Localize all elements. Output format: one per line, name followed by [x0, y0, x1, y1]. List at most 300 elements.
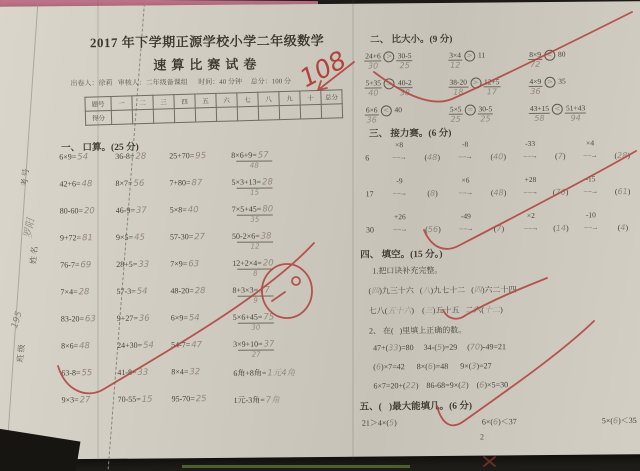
handwritten-answer: 48 — [427, 152, 438, 162]
handwritten-answer: 八 — [422, 285, 431, 296]
printed-arrow: – –→ — [584, 223, 598, 232]
exam-number-label: 考号 — [19, 165, 31, 187]
score-table-cell — [153, 109, 174, 124]
printed-operation: -33 — [525, 138, 536, 149]
oral-problem — [60, 206, 116, 234]
printed-expression: 4×9 — [529, 76, 542, 86]
printed-expression: 6×6 — [365, 105, 378, 115]
relay-row — [366, 210, 638, 241]
oral-problem — [116, 205, 170, 233]
oral-problem — [231, 177, 353, 205]
oral-problem — [117, 313, 171, 341]
handwritten-answer: 十二 — [484, 305, 501, 315]
section1-heading: 一、 口算。(25 分) — [61, 142, 139, 154]
name-label: 姓名 — [28, 243, 40, 265]
rhyme-line — [368, 284, 516, 296]
printed-text: )-49=21 — [480, 342, 506, 352]
handwritten-symbol: = — [467, 105, 474, 114]
printed-expression: 6角+8角= — [233, 368, 267, 378]
handwritten-answer: 63 — [84, 314, 96, 325]
oral-problem — [116, 286, 170, 314]
handwritten-answer: 7角 — [265, 395, 280, 406]
handwritten-answer: 三 — [424, 305, 433, 315]
printed-paren: ) — [435, 188, 438, 198]
handwritten-answer: 48 — [79, 341, 90, 352]
printed-paren: ( — [493, 224, 497, 234]
handwritten-answer: 6 — [427, 361, 434, 371]
printed-paren: ( — [552, 187, 556, 197]
printed-start-number: 17 — [365, 189, 374, 199]
printed-text: 47+( — [373, 343, 389, 353]
comparison-circle — [464, 105, 475, 116]
printed-paren: ) — [625, 223, 629, 233]
printed-paren: ( — [617, 223, 621, 233]
handwritten-answer: 5 — [388, 418, 395, 428]
handwritten-answer: 6 — [375, 362, 382, 372]
handwritten-work: 25 — [450, 114, 461, 124]
section5-items — [362, 415, 637, 429]
comparison-problem — [529, 103, 640, 131]
score-table-cell: 七 — [237, 92, 258, 107]
printed-start-number: 30 — [365, 225, 374, 235]
oral-problem — [61, 368, 117, 396]
printed-paren: ( — [490, 188, 494, 198]
handwritten-answer: 6 — [479, 380, 485, 390]
comparison-circle — [464, 51, 475, 62]
comparison-left — [449, 105, 463, 124]
printed-operation: +26 — [393, 212, 406, 222]
oral-problem — [61, 314, 117, 342]
score-table-cell: 十 — [300, 90, 321, 105]
printed-expression: 5+35 — [365, 78, 382, 88]
oral-problem — [231, 150, 353, 178]
oral-problem — [232, 258, 354, 286]
printed-expression: 12+5 — [483, 77, 500, 87]
handwritten-answer: 45 — [133, 232, 145, 243]
handwritten-answer: 40 — [493, 152, 504, 162]
comparison-left — [364, 51, 382, 70]
printed-operation: -49 — [460, 211, 471, 221]
handwritten-answer: 69 — [80, 260, 92, 271]
comparison-problem — [528, 76, 640, 104]
printed-expression: 9×5= — [115, 232, 134, 242]
printed-paren: ) — [501, 224, 505, 234]
printed-expression: 63-8= — [61, 368, 81, 378]
handwritten-answer: 87 — [191, 178, 203, 189]
handwritten-symbol: > — [386, 52, 393, 61]
exam-title-line2: 速算比赛试卷 — [153, 56, 262, 73]
handwritten-work: 9 — [238, 295, 274, 304]
oral-problem — [232, 231, 354, 259]
printed-text: )=48 9×( — [432, 361, 472, 371]
printed-text: )九三十六 ( — [379, 286, 423, 296]
handwritten-work: 8 — [237, 268, 273, 277]
printed-paren: ( — [614, 151, 618, 161]
printed-text: )=27 — [476, 361, 492, 371]
relay-value — [548, 188, 574, 203]
handwritten-work: 25 — [480, 114, 491, 124]
handwritten-answer: 8 — [430, 188, 436, 198]
printed-expression: 54-7= — [171, 340, 191, 350]
printed-expression: 9×3= — [61, 395, 79, 405]
oral-problem — [62, 395, 118, 423]
handwritten-work: 27 — [238, 349, 274, 358]
relay-value — [548, 224, 574, 239]
handwritten-work: 40 — [368, 88, 379, 98]
printed-expression: 7×9= — [170, 259, 188, 269]
printed-expression: 57-30= — [169, 232, 194, 242]
printed-arrow: – –→ — [523, 151, 538, 161]
handwritten-work: 30 — [367, 61, 379, 71]
printed-arrow: – –→ — [392, 153, 407, 162]
oral-problem — [118, 394, 172, 422]
handwritten-answer: 28 — [617, 151, 628, 161]
score-table-cell: 总分 — [321, 90, 342, 105]
handwritten-answer: 4 — [620, 223, 626, 233]
printed-paren: ) — [627, 187, 631, 197]
handwritten-answer: 54 — [188, 313, 200, 324]
printed-arrow: – –→ — [393, 225, 407, 234]
printed-text: ) — [500, 305, 503, 315]
printed-expression: 8×4= — [171, 367, 189, 377]
printed-text: )=29 ( — [442, 342, 470, 352]
max-fill-item — [482, 416, 517, 427]
score-table-cell — [300, 104, 321, 119]
score-table-cell: 得分 — [85, 110, 111, 125]
fill-row — [373, 361, 491, 371]
handwritten-symbol: > — [546, 77, 553, 86]
relay-value — [608, 187, 638, 202]
oral-problem — [170, 286, 232, 314]
handwritten-answer: 37 — [263, 339, 275, 350]
comparison-right — [397, 51, 413, 70]
handwritten-answer: 五十六 — [387, 306, 412, 316]
oral-problem — [232, 285, 354, 313]
oral-problem — [59, 152, 115, 180]
printed-text: )九七十二 ( — [430, 285, 474, 295]
handwritten-answer: 1元4角 — [267, 368, 296, 379]
handwritten-work: 58 — [534, 113, 545, 123]
printed-paren: ( — [553, 223, 556, 233]
printed-text: 七八( — [368, 306, 388, 316]
printed-expression: 51+43 — [565, 103, 586, 113]
printed-expression: 48-20= — [170, 286, 194, 296]
printed-expression: 6×9= — [170, 313, 188, 323]
printed-expression: 83-20= — [60, 314, 85, 324]
printed-text: 6×( — [481, 417, 494, 427]
oral-problem — [117, 367, 171, 395]
handwritten-work: 36 — [530, 86, 541, 96]
printed-expression: 38-20 — [449, 77, 468, 87]
handwritten-answer: 25 — [195, 394, 207, 405]
handwritten-answer: 81 — [81, 233, 93, 244]
oral-problem — [171, 313, 233, 341]
printed-operation: -9 — [396, 176, 403, 186]
comparison-circle — [384, 78, 395, 89]
printed-paren: ( — [425, 224, 428, 234]
printed-expression: 7×5+45= — [231, 204, 262, 214]
printed-expression: 35 — [558, 76, 566, 86]
handwritten-answer: 56 — [133, 178, 145, 189]
comparison-problem — [449, 104, 529, 132]
handwritten-work: 36 — [366, 115, 377, 125]
score-table — [84, 89, 343, 125]
printed-expression: 12+2×4= — [232, 258, 262, 268]
printed-operation: -10 — [585, 210, 596, 220]
handwritten-answer: 5 — [436, 342, 443, 352]
handwritten-work: 18 — [453, 87, 464, 97]
printed-expression: 42+6= — [59, 179, 81, 189]
printed-expression: 41-8= — [117, 367, 137, 377]
oral-problem — [60, 287, 116, 315]
comparison-right — [397, 78, 413, 97]
printed-operation: ×8 — [395, 140, 404, 150]
printed-expression: 1元-3角= — [233, 395, 265, 405]
printed-expression: 30-5 — [478, 104, 493, 114]
printed-text: 21＞4×( — [361, 418, 390, 428]
handwritten-answer: 四 — [473, 285, 482, 295]
oral-problem — [233, 366, 355, 394]
section4-sub2: 2、 在( )里填上正确的数。 — [368, 325, 467, 336]
printed-paren: ) — [562, 151, 566, 161]
oral-calculation-grid — [59, 150, 356, 423]
printed-expression: 9+27= — [116, 313, 138, 323]
relay-value — [484, 224, 514, 239]
printed-text: ( — [373, 362, 376, 372]
handwritten-symbol: < — [554, 104, 561, 113]
handwritten-symbol: > — [472, 78, 479, 87]
red-score-text: 108 — [295, 45, 351, 94]
score-table-cell: 八 — [258, 92, 279, 107]
score-table-cell: 三 — [153, 95, 174, 110]
fill-row — [373, 380, 508, 390]
handwritten-symbol: > — [386, 79, 393, 88]
handwritten-answer: 33 — [137, 367, 149, 378]
oral-problem — [116, 259, 170, 287]
oral-problem — [115, 151, 169, 179]
printed-expression: 24+30= — [117, 340, 143, 350]
printed-paren: ( — [424, 152, 428, 162]
printed-arrow: – –→ — [458, 188, 473, 197]
printed-text: ) ( — [465, 380, 480, 390]
comparison-circle — [380, 105, 391, 116]
handwritten-work: 25 — [399, 61, 410, 71]
oral-problem — [232, 204, 354, 232]
relay-value — [547, 152, 573, 167]
comparison-right — [557, 50, 567, 59]
printed-text: )五十五 二六( — [432, 305, 485, 315]
printed-expression: 8×6= — [61, 341, 79, 351]
score-table-cell: 四 — [174, 94, 195, 109]
oral-problem — [171, 367, 233, 395]
printed-expression: 46-9= — [115, 205, 135, 215]
handwritten-answer: 28 — [135, 151, 147, 162]
section3-heading: 三、 接力赛。(6 分) — [368, 128, 452, 140]
printed-paren: ( — [554, 151, 558, 161]
comparison-left — [528, 50, 542, 69]
printed-text: 6×7=20+( — [373, 381, 406, 391]
printed-expression: 9+72= — [59, 233, 82, 243]
handwritten-answer: 33 — [388, 343, 399, 353]
printed-expression: 8×7= — [115, 178, 133, 188]
comparison-problem — [448, 50, 528, 78]
printed-expression: 24+6 — [365, 51, 381, 61]
printed-paren: ) — [437, 224, 441, 234]
comparison-grid — [364, 49, 640, 133]
section4-heading: 四、 填空。(15 分。) — [360, 249, 443, 261]
oral-problem — [170, 259, 232, 287]
handwritten-answer: 14 — [555, 223, 567, 233]
handwritten-answer: 28 — [78, 287, 90, 298]
printed-expression: 40-2 — [397, 78, 412, 88]
handwritten-answer: 28 — [261, 177, 273, 188]
printed-expression: 43+15 — [529, 103, 550, 113]
handwritten-answer: 76 — [555, 187, 566, 197]
handwritten-work: 30 — [238, 322, 274, 331]
oral-problem — [169, 151, 231, 179]
printed-text: )=80 34-( — [398, 342, 438, 353]
printed-text: )×7=42 8×( — [380, 361, 428, 372]
printed-paren: ( — [427, 188, 431, 198]
printed-paren: ) — [503, 152, 507, 162]
student-name-handwritten: 罗阳 — [22, 217, 37, 240]
comparison-problem — [448, 77, 528, 105]
printed-operation: -15 — [585, 174, 596, 184]
relay-row — [365, 174, 637, 205]
handwritten-work: 12 — [450, 60, 461, 70]
oral-problem — [234, 393, 356, 421]
comparison-problem — [364, 51, 448, 79]
handwritten-symbol: < — [546, 50, 553, 59]
oral-problem — [60, 260, 116, 288]
handwritten-work: 12 — [237, 241, 273, 250]
oral-problem — [170, 205, 232, 233]
score-table-cell — [237, 106, 258, 121]
handwritten-work: 35 — [237, 214, 273, 223]
printed-expression: 95-70= — [171, 394, 195, 404]
page-number: 2 — [479, 432, 484, 442]
printed-text: )六二十四 — [481, 285, 517, 295]
handwritten-answer: 54 — [143, 340, 154, 351]
comparison-left — [529, 104, 550, 123]
handwritten-answer: 四 — [371, 286, 380, 296]
exam-meta-line: 出卷人：徐莉 审核人：二年级备课组 时间：40 分钟 总分：100 分 — [70, 77, 292, 88]
handwritten-answer: 15 — [141, 394, 153, 405]
score-table-cell — [279, 105, 300, 120]
printed-paren: ( — [490, 152, 494, 162]
printed-arrow: – –→ — [523, 187, 538, 197]
class-label: 班级 — [15, 341, 27, 363]
comparison-circle — [470, 77, 481, 88]
comparison-problem — [364, 78, 448, 106]
printed-expression: 5×8= — [169, 205, 187, 215]
oral-problem — [117, 340, 171, 368]
printed-text: )×5=30 — [484, 380, 509, 390]
oral-problem — [116, 232, 170, 260]
handwritten-symbol: < — [383, 106, 390, 115]
printed-text: ( — [368, 286, 372, 296]
printed-paren: ) — [565, 187, 569, 197]
handwritten-answer: 54 — [136, 286, 148, 297]
printed-expression: 7×4= — [60, 287, 78, 297]
printed-paren: ) — [503, 188, 507, 198]
relay-value — [418, 189, 448, 204]
oral-problem — [233, 339, 355, 367]
printed-text: ) — [394, 418, 397, 428]
exam-title-line1: 2017 年下学期正源学校小学二年级数学 — [89, 32, 325, 51]
oral-problem — [115, 178, 169, 206]
comparison-left — [364, 78, 382, 97]
oral-problem — [172, 394, 234, 422]
oral-problem — [169, 178, 231, 206]
rhyme-line — [369, 304, 503, 316]
oral-problem — [60, 233, 116, 261]
handwritten-answer: 38 — [260, 231, 272, 242]
comparison-circle — [544, 77, 555, 88]
printed-expression: 25+70= — [169, 151, 195, 161]
printed-expression: 7+80= — [169, 178, 191, 188]
handwritten-work: 17 — [486, 87, 498, 97]
printed-expression: 76-7= — [60, 260, 80, 270]
handwritten-answer: 32 — [189, 367, 201, 378]
max-fill-item — [602, 415, 637, 426]
printed-expression: 6×9= — [59, 152, 77, 162]
printed-expression: 8×9 — [529, 49, 542, 59]
comparison-left — [448, 78, 468, 97]
fill-row — [373, 342, 506, 352]
handwritten-answer: 55 — [81, 368, 93, 379]
printed-text: 5×( — [601, 416, 614, 426]
comparison-circle — [552, 104, 563, 115]
handwritten-answer: 17 — [259, 285, 270, 296]
background-green-sliver — [182, 465, 410, 468]
score-table-cell — [174, 108, 195, 123]
printed-expression: 57-3= — [116, 286, 136, 296]
relay-race-block — [365, 138, 638, 249]
score-table-cell: 题号 — [85, 96, 111, 111]
max-fill-item — [362, 417, 397, 428]
oral-problem — [61, 341, 117, 369]
comparison-left — [365, 105, 379, 124]
handwritten-answer: 6 — [492, 417, 499, 427]
score-table-cell: 一 — [111, 96, 132, 111]
handwritten-answer: 80 — [262, 204, 274, 215]
printed-operation: -8 — [461, 139, 469, 149]
score-table-cell — [258, 106, 279, 121]
printed-text: )＜37 — [498, 417, 517, 427]
handwritten-answer: 28 — [194, 286, 206, 297]
printed-text: ) ( — [411, 305, 425, 316]
printed-arrow: – –→ — [458, 152, 473, 161]
handwritten-answer: 57 — [257, 150, 269, 161]
comparison-left — [448, 51, 462, 70]
relay-value — [607, 151, 637, 166]
comparison-right — [483, 77, 501, 96]
handwritten-answer: 56 — [427, 224, 439, 234]
printed-expression: 3×4 — [449, 50, 462, 60]
printed-expression: 30-5 — [397, 51, 412, 61]
handwritten-answer: 70 — [469, 342, 481, 352]
handwritten-answer: 7 — [557, 151, 563, 161]
score-table-cell: 九 — [279, 91, 300, 106]
printed-expression: 8×6+9= — [231, 150, 257, 160]
printed-expression: 5×3+13= — [231, 177, 262, 187]
printed-expression: 5×5 — [449, 104, 462, 114]
oral-problem — [233, 312, 355, 340]
oral-problem — [59, 179, 115, 207]
handwritten-work: 48 — [236, 160, 272, 169]
printed-expression: 50-2×6= — [231, 231, 260, 241]
